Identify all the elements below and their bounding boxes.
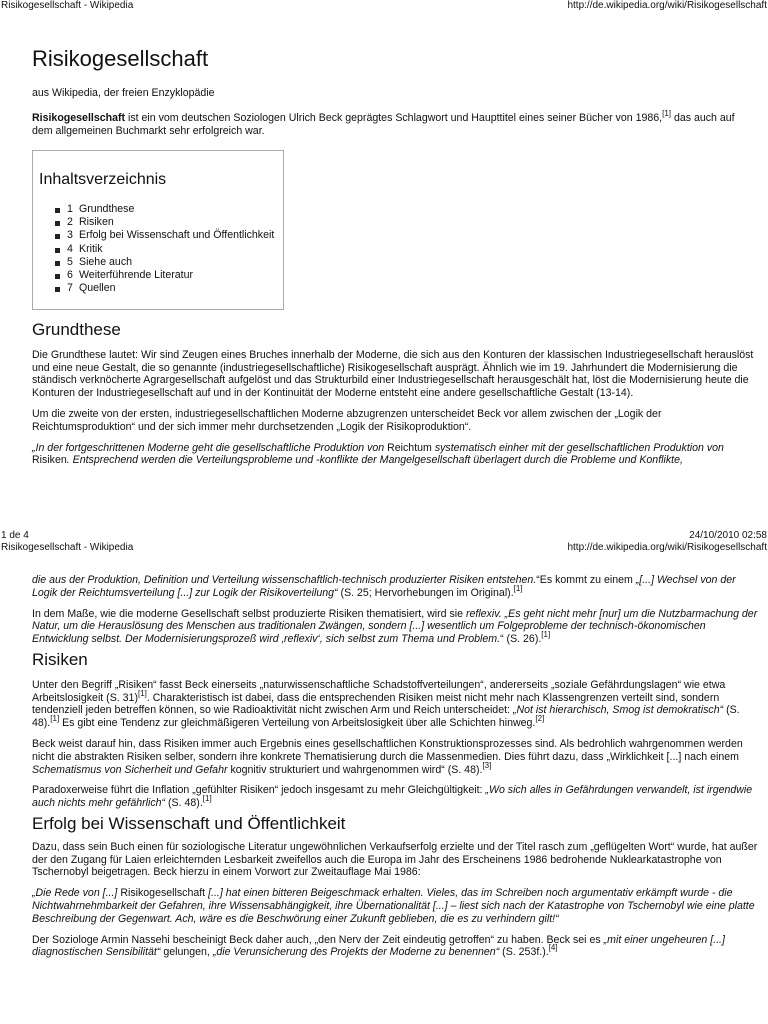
paragraph: Um die zweite von der ersten, industriegesellschaftlichen Moderne abzugrenzen unterscheidet Beck vor allem zwischen der „Logik der Reichtumsproduktion“ und der sich immer mehr durchsetzenden „Logik der Risikoproduktion“. bbox=[32, 407, 662, 433]
paragraph: In dem Maße, wie die moderne Gesellschaft selbst produzierte Risiken thematisiert, wird sie reflexiv. „Es geht nicht mehr [nur] um die Nutzbarmachung der Natur, um die Herauslösung des Menschen aus traditionalen Zwängen, sondern [...] wesentlich um Folgeprobleme der technisch-ökonomischen Entwicklung selbst. Der Modernisierungsprozeß wird ‚reflexiv‘, sich selbst zum Thema und Problem.“ (S. 26).[1] bbox=[32, 607, 758, 646]
print-date: 24/10/2010 02:58 bbox=[689, 530, 767, 541]
reference-link[interactable]: [1] bbox=[513, 583, 523, 593]
toc-item[interactable]: 6 Weiterführende Literatur bbox=[55, 269, 274, 282]
toc-item[interactable]: 4 Kritik bbox=[55, 243, 274, 256]
paragraph: Dazu, dass sein Buch einen für soziologische Literatur ungewöhnlichen Verkaufserfolg erzielte und der Titel rasch zum „geflügelten Wort“ wurde, hat außer der den Zugang für Laien erleichternden Lesbarkeit zweifellos auch die Europa im Jahr des Erscheinens 1986 bedrohende Nuklearkatastrophe von Tschernobyl beigetragen. Beck hierzu in einem Vorwort zur Zweitauflage Mai 1986: bbox=[32, 840, 758, 879]
page2-content bbox=[32, 574, 758, 967]
toc-title: Inhaltsverzeichnis bbox=[39, 171, 167, 188]
paragraph: die aus der Produktion, Definition und Verteilung wissenschaftlich-technisch produzierter Risiken entstehen.“Es kommt zu einem „[...] Wechsel von der Logik der Reichtumsverteilung [...] zur Logik der Risikoverteilung“ (S. 25; Hervorhebungen im Original).[1] bbox=[32, 574, 736, 599]
section-heading: Grundthese bbox=[32, 320, 121, 339]
paragraph: Unter den Begriff „Risiken“ fasst Beck einerseits „naturwissenschaftliche Schadstoffverteilungen“, andererseits „soziale Gefährdungslagen“ wie etwa Arbeitslosigkeit (S. 31)[1]. Charakteristisch ist dabei, dass die entsprechenden Risiken meist nicht mehr nach Klassengrenzen verteilt sind, sondern tendenziell jeden betreffen können, so wie Radioaktivität nicht zwischen Arm und Reich unterscheidet: „Not ist hierarchisch, Smog ist demokratisch“ (S. 48).[1] Es gibt eine Tendenz zur gleichmäßigeren Verteilung von Arbeitslosigkeit über alle Schichten hinweg.[2] bbox=[32, 678, 740, 730]
reference-link[interactable]: [1] bbox=[662, 109, 671, 118]
header-url: http://de.wikipedia.org/wiki/Risikogesellschaft bbox=[567, 542, 767, 553]
reference-link[interactable]: [2] bbox=[535, 714, 545, 724]
reference-link[interactable]: [4] bbox=[548, 943, 558, 953]
section-heading: Erfolg bei Wissenschaft und Öffentlichkeit bbox=[32, 813, 346, 833]
paragraph: Paradoxerweise führt die Inflation „gefühlter Risiken“ jedoch insgesamt zu mehr Gleichgültigkeit: „Wo sich alles in Gefährdungen verwandelt, ist irgendwie auch nichts mehr gefährlich“ (S. 48).[1] bbox=[32, 784, 753, 810]
toc-list bbox=[55, 203, 274, 295]
page-title: Risikogesellschaft bbox=[32, 46, 209, 71]
toc-item[interactable]: 7 Quellen bbox=[55, 282, 274, 295]
toc-item[interactable]: 1 Grundthese bbox=[55, 203, 274, 216]
section-grundthese bbox=[32, 320, 758, 475]
quote: „In der fortgeschrittenen Moderne geht die gesellschaftliche Produktion von Reichtum systematisch einher mit der gesellschaftlichen Produktion von Risiken. Entsprechend werden die Verteilungsprobleme und -konflikte der Mangelgesellschaft überlagert durch die Probleme und Konflikte, bbox=[32, 441, 724, 467]
header-title: Risikogesellschaft - Wikipedia bbox=[1, 0, 134, 11]
toc-item[interactable]: 3 Erfolg bei Wissenschaft und Öffentlichkeit bbox=[55, 229, 274, 242]
toc-item[interactable]: 2 Risiken bbox=[55, 216, 274, 229]
reference-link[interactable]: [1] bbox=[50, 714, 60, 724]
paragraph: Die Grundthese lautet: Wir sind Zeugen eines Bruches innerhalb der Moderne, die sich aus den Konturen der klassischen Industriegesellschaft herauslöst und eine neue Gestalt, die so genannte (industriegesellschaftliche) Risikogesellschaft ausprägt. Ähnlich wie im 19. Jahrhundert die Modernisierung die ständisch verknöcherte Agrargesellschaft aufgelöst und das Strukturbild einer Industriegesellschaft herausgeschält hat, löst die Modernisierung heute die Konturen der Industriegesellschaft auf und in der Kontinuität der Moderne entsteht eine andere gesellschaftliche Gestalt (13-14). bbox=[32, 348, 754, 400]
page-number: 1 de 4 bbox=[1, 530, 29, 541]
intro-bold: Risikogesellschaft bbox=[32, 112, 126, 124]
reference-link[interactable]: [1] bbox=[202, 794, 212, 804]
quote: „Die Rede von [...] Risikogesellschaft [...] hat einen bitteren Beigeschmack erhalten. Vieles, das im Schreiben noch argumentativ erkämpft wurde - die Nichtwahrnehmbarkeit der Gefahren, ihre Wissensabhängigkeit, ihre Übernationalität [...] – liest sich nach der Katastrophe von Tschernobyl wie eine platte Beschreibung der Gegenwart. Ach, wäre es die Beschwörung einer Zukunft geblieben, die es zu verhindern gilt!“ bbox=[32, 887, 755, 925]
reference-link[interactable]: [1] bbox=[541, 630, 551, 640]
page-subtitle: aus Wikipedia, der freien Enzyklopädie bbox=[32, 87, 215, 99]
reference-link[interactable]: [3] bbox=[482, 760, 492, 770]
header-title: Risikogesellschaft - Wikipedia bbox=[1, 542, 134, 553]
paragraph: Der Soziologe Armin Nassehi bescheinigt Beck daher auch, „den Nerv der Zeit eindeutig getroffen“ zu haben. Beck sei es „mit einer ungeheuren [...] diagnostischen Sensibilität“ gelungen, „die Verunsicherung des Projekts der Moderne zu benennen“ (S. 253f.).[4] bbox=[32, 933, 725, 959]
paragraph: Beck weist darauf hin, dass Risiken immer auch Ergebnis eines gesellschaftlichen Konstruktionsprozesses sind. Als bedrohlich wahrgenommen werden nicht die abstrakten Risiken selber, sondern ihre konkrete Thematisierung durch die Massenmedien. Dies führt dazu, dass „Wirklichkeit [...] nach einem Schematismus von Sicherheit und Gefahr kognitiv strukturiert und wahrgenommen wird“ (S. 48).[3] bbox=[32, 737, 743, 776]
table-of-contents bbox=[32, 150, 284, 310]
toc-item[interactable]: 5 Siehe auch bbox=[55, 256, 274, 269]
header-url: http://de.wikipedia.org/wiki/Risikogesellschaft bbox=[567, 0, 767, 11]
reference-link[interactable]: [1] bbox=[137, 688, 147, 698]
section-heading: Risiken bbox=[32, 649, 88, 669]
intro: Risikogesellschaft ist ein vom deutschen Soziologen Ulrich Beck geprägtes Schlagwort und Haupttitel eines seiner Bücher von 1986,[1] das auch auf dem allgemeinen Buchmarkt sehr erfolgreich war. bbox=[32, 109, 735, 137]
